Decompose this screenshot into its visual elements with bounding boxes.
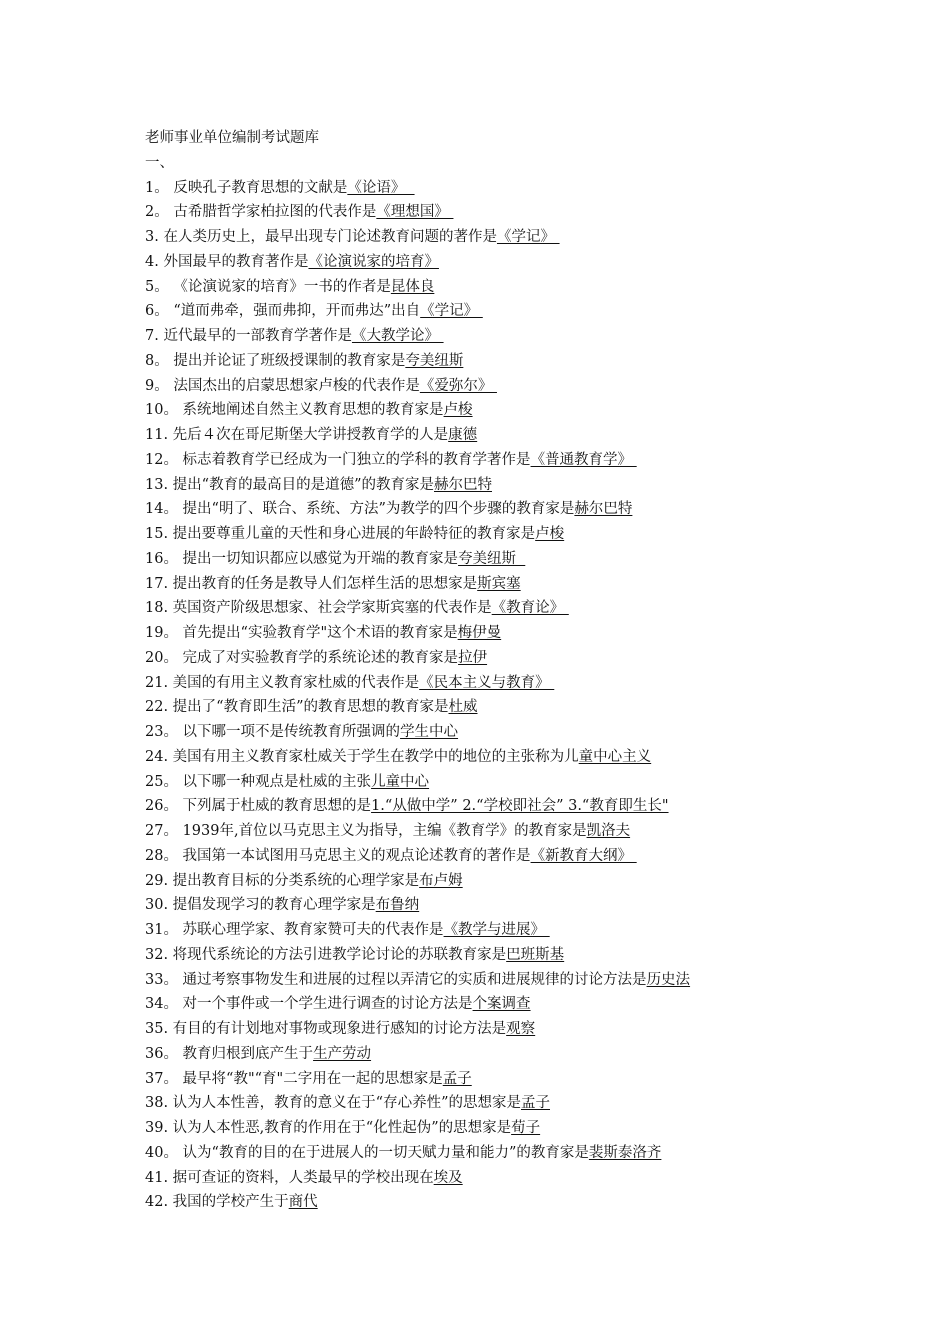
question-number: 10。 xyxy=(145,402,178,419)
question-text: 古希腊哲学家柏拉图的代表作是 xyxy=(168,204,377,221)
question-number: 25。 xyxy=(145,773,178,790)
answer-text: 凯洛夫 xyxy=(586,823,631,839)
question-item xyxy=(145,1017,925,1042)
question-item xyxy=(145,275,925,300)
question-number: 12。 xyxy=(145,451,178,468)
question-item xyxy=(145,1141,925,1166)
question-number: 35. xyxy=(145,1021,169,1037)
question-number: 38. xyxy=(145,1095,169,1112)
question-text: 有目的有计划地对事物或现象进行感知的讨论方法是 xyxy=(168,1021,507,1037)
answer-text: 生产劳动 xyxy=(313,1045,372,1062)
question-item xyxy=(145,992,925,1017)
question-item xyxy=(145,720,925,745)
question-number: 32. xyxy=(145,946,169,963)
question-item xyxy=(145,522,925,547)
question-text: 对一个事件或一个学生进行调查的讨论方法是 xyxy=(177,996,473,1013)
answer-text: 康德 xyxy=(448,427,478,443)
question-number: 22. xyxy=(145,699,169,716)
question-item xyxy=(145,968,925,993)
question-item xyxy=(145,1067,925,1092)
question-text: 苏联心理学家、教育家赞可夫的代表作是 xyxy=(177,922,444,938)
question-text: 通过考察事物发生和进展的过程以弄清它的实质和进展规律的讨论方法是 xyxy=(177,971,647,988)
answer-text: 卢梭 xyxy=(535,526,565,542)
question-item xyxy=(145,374,925,399)
question-number: 31。 xyxy=(145,922,178,938)
question-item xyxy=(145,572,925,597)
question-text: 认为“教育的目的在于进展人的一切天赋力量和能力”的教育家是 xyxy=(177,1144,589,1161)
question-text: 提出“明了、联合、系统、方法”为教学的四个步骤的教育家是 xyxy=(177,501,575,518)
question-number: 8。 xyxy=(145,352,169,369)
question-number: 41. xyxy=(145,1169,169,1186)
answer-text: 裴斯泰洛齐 xyxy=(588,1144,662,1161)
answer-text: 童中心主义 xyxy=(578,748,652,765)
question-item xyxy=(145,770,925,795)
question-item xyxy=(145,547,925,572)
question-item xyxy=(145,943,925,968)
question-number: 17. xyxy=(145,575,169,592)
question-number: 27。 xyxy=(145,823,178,839)
question-text: 美国有用主义教育家杜威关于学生在教学中的地位的主张称为儿 xyxy=(168,748,579,765)
question-number: 11. xyxy=(145,427,169,443)
question-text: 《论演说家的培育》一书的作者是 xyxy=(168,278,391,295)
answer-text: 布鲁纳 xyxy=(375,897,420,914)
question-item xyxy=(145,1042,925,1067)
question-list xyxy=(145,176,925,1216)
question-text: 在人类历史上，最早出现专门论述教育问题的著作是 xyxy=(158,229,497,245)
question-text: 法国杰出的启蒙思想家卢梭的代表作是 xyxy=(168,377,420,394)
question-item xyxy=(145,794,925,819)
question-text: “道而弗牵，强而弗抑，开而弗达”出自 xyxy=(168,303,421,320)
answer-text: 孟子 xyxy=(442,1070,472,1087)
question-number: 2。 xyxy=(145,204,169,221)
question-text: 认为人本性恶,教育的作用在于“化性起伪”的思想家是 xyxy=(168,1120,512,1136)
answer-text: 《理想国》 xyxy=(376,204,454,221)
answer-text: 斯宾塞 xyxy=(477,575,521,592)
question-text: 以下哪一种观点是杜威的主张 xyxy=(177,773,372,790)
question-text: 近代最早的一部教育学著作是 xyxy=(158,328,352,344)
question-number: 13. xyxy=(145,476,169,493)
question-item xyxy=(145,1091,925,1116)
question-number: 7. xyxy=(145,328,159,344)
question-number: 33。 xyxy=(145,971,178,988)
question-item xyxy=(145,869,925,894)
answer-text: 拉伊 xyxy=(458,649,488,666)
question-number: 21. xyxy=(145,674,169,691)
question-text: 首先提出“实验教育学"这个术语的教育家是 xyxy=(177,625,458,641)
question-item xyxy=(145,893,925,918)
question-number: 39. xyxy=(145,1120,169,1136)
question-text: 提出并论证了班级授课制的教育家是 xyxy=(168,352,406,369)
answer-text: 夸美纽斯 xyxy=(405,352,464,369)
answer-text: 夸美纽斯 xyxy=(458,550,526,567)
question-item xyxy=(145,200,925,225)
question-number: 29. xyxy=(145,872,169,889)
question-item xyxy=(145,497,925,522)
answer-text: 荀子 xyxy=(511,1120,541,1136)
answer-text: 1.“从做中学” 2.“学校即社会” 3.“教育即生长" xyxy=(371,798,669,815)
document-page xyxy=(145,126,925,1215)
question-text: 提出“教育的最高目的是道德”的教育家是 xyxy=(168,476,434,493)
question-item xyxy=(145,324,925,349)
answer-text: 商代 xyxy=(288,1194,318,1211)
question-number: 9。 xyxy=(145,377,169,394)
answer-text: 《学记》 xyxy=(420,303,483,320)
question-item xyxy=(145,918,925,943)
question-item xyxy=(145,176,925,201)
question-text: 最早将“教"“育"二字用在一起的思想家是 xyxy=(177,1070,443,1087)
answer-text: 昆体良 xyxy=(390,278,435,295)
answer-text: 卢梭 xyxy=(443,402,473,419)
question-number: 37。 xyxy=(145,1070,178,1087)
question-number: 20。 xyxy=(145,649,178,666)
question-text: 外国最早的教育著作是 xyxy=(158,253,309,270)
question-item xyxy=(145,448,925,473)
question-text: 1939年,首位以马克思主义为指导，主编《教育学》的教育家是 xyxy=(177,823,587,839)
answer-text: 巴班斯基 xyxy=(506,946,565,963)
question-number: 42. xyxy=(145,1194,169,1211)
answer-text: 孟子 xyxy=(521,1095,550,1112)
section-heading: 一、 xyxy=(145,154,174,171)
answer-text: 《学记》 xyxy=(496,229,560,245)
question-item xyxy=(145,398,925,423)
answer-text: 观察 xyxy=(506,1021,536,1037)
question-number: 26。 xyxy=(145,798,178,815)
question-number: 34。 xyxy=(145,996,178,1013)
question-number: 5。 xyxy=(145,278,169,295)
question-text: 提出教育的任务是教导人们怎样生活的思想家是 xyxy=(168,575,478,592)
question-text: 标志着教育学已经成为一门独立的学科的教育学著作是 xyxy=(177,451,531,468)
question-item xyxy=(145,621,925,646)
answer-text: 《教学与进展》 xyxy=(443,922,550,938)
question-item xyxy=(145,349,925,374)
answer-text: 赫尔巴特 xyxy=(434,476,492,493)
question-number: 23。 xyxy=(145,724,178,740)
question-number: 40。 xyxy=(145,1144,178,1161)
question-text: 系统地阐述自然主义教育思想的教育家是 xyxy=(177,402,444,419)
question-item xyxy=(145,1116,925,1141)
question-item xyxy=(145,1190,925,1215)
answer-text: 布卢姆 xyxy=(419,872,463,889)
answer-text: 《爱弥尔》 xyxy=(419,377,497,394)
answer-text: 埃及 xyxy=(433,1169,463,1186)
question-text: 提出了“教育即生活”的教育思想的教育家是 xyxy=(168,699,449,716)
question-number: 3. xyxy=(145,229,159,245)
question-item xyxy=(145,596,925,621)
question-number: 36。 xyxy=(145,1045,178,1062)
question-item xyxy=(145,423,925,448)
question-number: 1。 xyxy=(145,179,169,196)
answer-text: 赫尔巴特 xyxy=(574,501,633,518)
question-item xyxy=(145,844,925,869)
question-item xyxy=(145,671,925,696)
question-number: 4. xyxy=(145,253,159,270)
question-text: 反映孔子教育思想的文献是 xyxy=(168,179,348,196)
question-text: 认为人本性善，教育的意义在于“存心养性”的思想家是 xyxy=(168,1095,521,1112)
answer-text: 儿童中心 xyxy=(371,773,430,790)
question-item xyxy=(145,695,925,720)
answer-text: 《新教育大纲》 xyxy=(530,847,637,864)
answer-text: 《教育论》 xyxy=(491,600,569,617)
question-number: 16。 xyxy=(145,550,178,567)
question-text: 先后４次在哥尼斯堡大学讲授教育学的人是 xyxy=(168,427,449,443)
answer-text: 梅伊曼 xyxy=(457,625,502,641)
question-item xyxy=(145,819,925,844)
question-text: 提出一切知识都应以感觉为开端的教育家是 xyxy=(177,550,459,567)
question-text: 据可查证的资料，人类最早的学校出现在 xyxy=(168,1169,434,1186)
question-number: 30. xyxy=(145,897,169,914)
question-text: 提出要尊重儿童的天性和身心进展的年龄特征的教育家是 xyxy=(168,526,536,542)
question-number: 19。 xyxy=(145,625,178,641)
question-text: 提出教育目标的分类系统的心理学家是 xyxy=(168,872,420,889)
question-number: 15. xyxy=(145,526,169,542)
question-number: 24. xyxy=(145,748,169,765)
question-item xyxy=(145,1166,925,1191)
question-text: 以下哪一项不是传统教育所强调的 xyxy=(177,724,401,740)
answer-text: 个案调查 xyxy=(472,996,531,1013)
question-item xyxy=(145,225,925,250)
answer-text: 学生中心 xyxy=(400,724,459,740)
question-item xyxy=(145,473,925,498)
answer-text: 《民本主义与教育》 xyxy=(419,674,555,691)
answer-text: 《论演说家的培育》 xyxy=(308,253,439,270)
question-number: 28。 xyxy=(145,847,178,864)
question-text: 英国资产阶级思想家、社会学家斯宾塞的代表作是 xyxy=(168,600,492,617)
question-text: 我国第一本试图用马克思主义的观点论述教育的著作是 xyxy=(177,847,531,864)
question-number: 14。 xyxy=(145,501,178,518)
question-item xyxy=(145,299,925,324)
question-item xyxy=(145,646,925,671)
answer-text: 《普通教育学》 xyxy=(530,451,637,468)
question-text: 完成了对实验教育学的系统论述的教育家是 xyxy=(177,649,459,666)
answer-text: 杜威 xyxy=(448,699,478,716)
question-text: 我国的学校产生于 xyxy=(168,1194,289,1211)
question-item xyxy=(145,745,925,770)
question-text: 提倡发现学习的教育心理学家是 xyxy=(168,897,376,914)
answer-text: 《大教学论》 xyxy=(351,328,444,344)
question-text: 下列属于杜威的教育思想的是 xyxy=(177,798,372,815)
question-text: 将现代系统论的方法引进教学论讨论的苏联教育家是 xyxy=(168,946,507,963)
question-number: 18. xyxy=(145,600,169,617)
question-number: 6。 xyxy=(145,303,169,320)
question-text: 教育归根到底产生于 xyxy=(177,1045,314,1062)
question-item xyxy=(145,250,925,275)
answer-text: 《论语》 xyxy=(347,179,415,196)
document-title: 老师事业单位编制考试题库 xyxy=(145,130,319,146)
question-text: 美国的有用主义教育家杜威的代表作是 xyxy=(168,674,420,691)
answer-text: 历史法 xyxy=(646,971,691,988)
